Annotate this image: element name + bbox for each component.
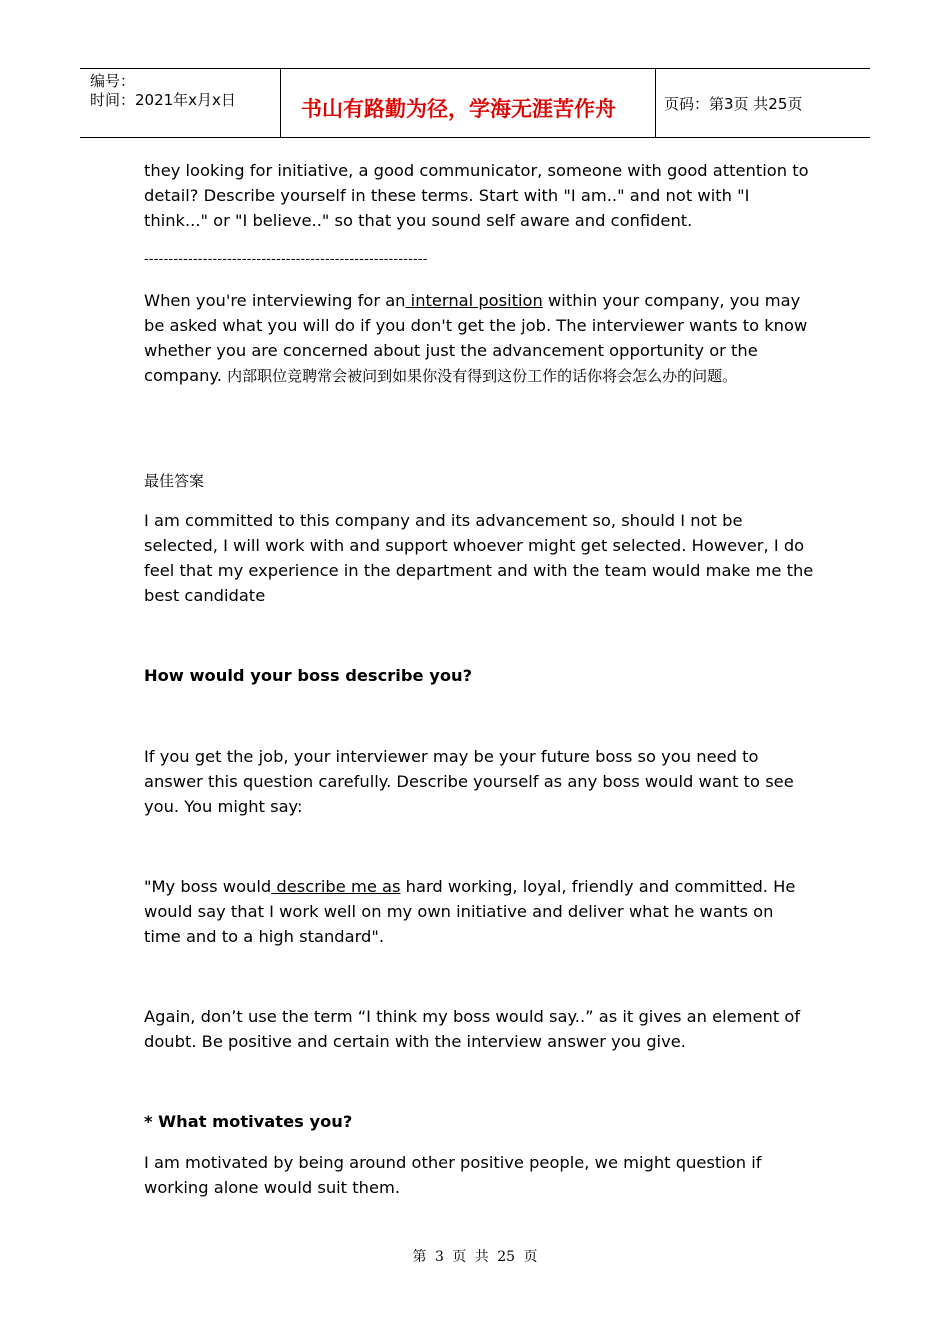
paragraph-text: within your company, you may be asked what you will do if you don't get the job. The interviewer wants to know whether you are concerned about just the advancement opportunity or the company. [144,291,808,385]
paragraph-future-boss: If you get the job, your interviewer may be your future boss so you need to answer this question carefully. Describe yourself as any boss would want to see you. You might say: [144,747,794,816]
header-left-cell [80,69,280,137]
header-right-cell [655,69,870,137]
page-info: 页码：第3页 共25页 [664,95,803,113]
header-motto-cell [280,69,656,137]
best-answer-label: 最佳答案 [144,472,205,490]
paragraph-self-description: they looking for initiative, a good communicator, someone with good attention to detail? Describe yourself in these terms. Start with "I am.." and not with "I think..." or "I believe.." so that you sound self aware and confident. [144,161,809,230]
paragraph-text: When you're interviewing for an [144,291,406,310]
paragraph-text: hard working, loyal, friendly and committed. He would say that I work well on my own initiative and deliver what he wants on time and to a high standard". [144,877,796,946]
motto: 书山有路勤为径，学海无涯苦作舟 [301,96,616,121]
paragraph-text: "My boss would [144,877,272,896]
paragraph-committed-answer: I am committed to this company and its advancement so, should I not be selected, I will work with and support whoever might get selected. However, I do feel that my experience in the department and with the team would make me the best candidate [144,511,814,605]
page-footer: 第 3 页 共 25 页 [412,1249,538,1265]
date-label: 时间：2021年x月x日 [90,91,236,109]
internal-position-link[interactable]: internal position [405,291,543,310]
paragraph-boss-quote [144,874,814,949]
paragraph-internal-position [144,288,814,389]
heading-boss-describe: How would your boss describe you? [144,666,473,685]
serial-label: 编号： [90,72,136,90]
divider-line: ---------------------------------------------------------- [144,252,428,267]
chinese-note: 内部职位竞聘常会被问到如果你没有得到这份工作的话你将会怎么办的问题。 [227,367,738,385]
page-header [80,68,870,138]
paragraph-motivated: I am motivated by being around other positive people, we might question if working alone would suit them. [144,1153,762,1197]
describe-me-as-link[interactable]: describe me as [271,877,401,896]
paragraph-be-positive: Again, don’t use the term “I think my boss would say..” as it gives an element of doubt. Be positive and certain with the interview answer you give. [144,1007,801,1051]
heading-motivates: * What motivates you? [144,1112,353,1131]
